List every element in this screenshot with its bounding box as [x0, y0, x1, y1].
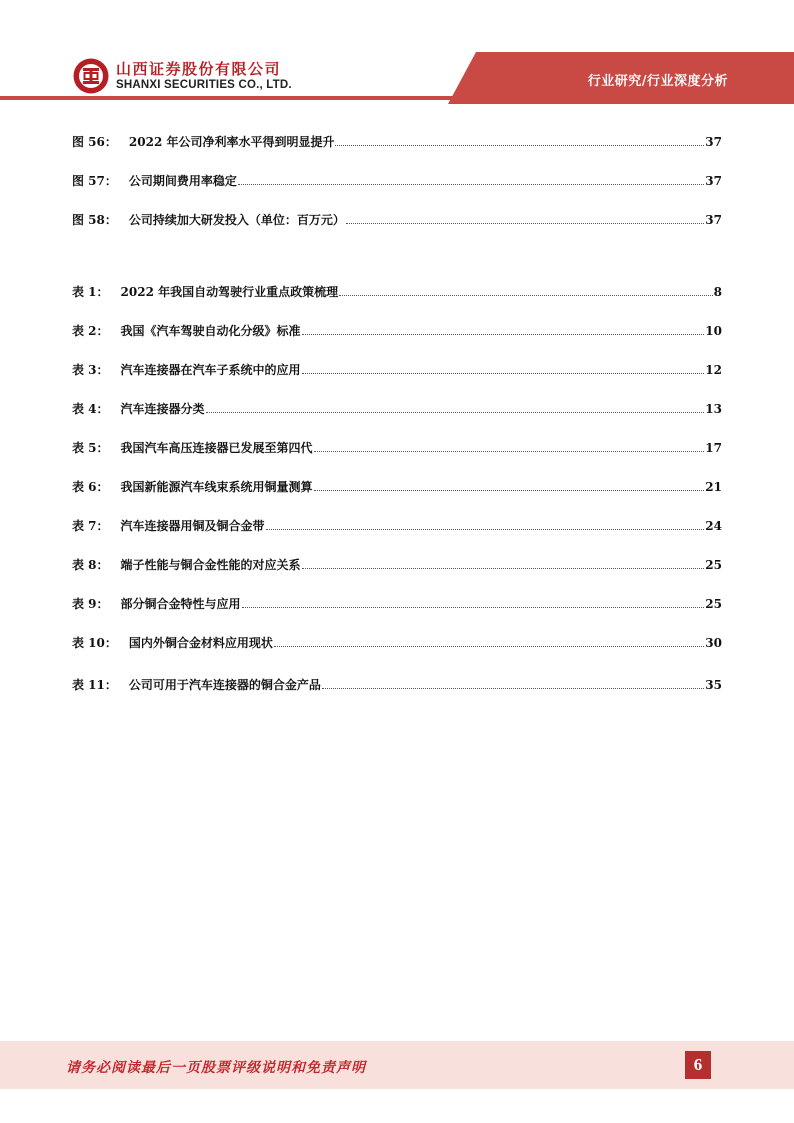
toc-entry-label: 表 10： [72, 636, 117, 650]
toc-leader-dots [238, 184, 704, 185]
toc-leader-dots [339, 295, 713, 296]
toc-leader-dots [266, 529, 705, 530]
toc-entry-table[interactable] [72, 280, 722, 300]
toc-entry-title: 2022 年公司净利率水平得到明显提升 [128, 135, 335, 149]
toc-leader-dots [302, 334, 705, 335]
toc-entry-label: 表 2： [72, 324, 109, 338]
toc-entry-title: 我国新能源汽车线束系统用铜量测算 [120, 480, 313, 494]
toc-entry-table[interactable] [72, 514, 722, 534]
toc-entry-title: 公司持续加大研发投入（单位：百万元） [128, 213, 345, 227]
toc-entry-title: 我国汽车高压连接器已发展至第四代 [120, 441, 313, 455]
toc-entry-page: 37 [705, 135, 722, 149]
toc-entry-label: 图 58： [72, 213, 117, 227]
toc-entry-page: 30 [705, 636, 722, 650]
toc-entry-label: 表 1： [72, 285, 109, 299]
section-label: 行业研究/行业深度分析 [587, 74, 728, 89]
toc-entry-title: 部分铜合金特性与应用 [120, 597, 241, 611]
toc-entry-table[interactable] [72, 397, 722, 417]
toc-entry-title: 汽车连接器分类 [120, 402, 205, 416]
toc-entry-table[interactable] [72, 631, 722, 651]
company-name-cn: 山西证券股份有限公司 [116, 60, 282, 78]
toc-leader-dots [274, 646, 704, 647]
toc-entry-table[interactable] [72, 553, 722, 573]
toc-entry-page: 25 [705, 558, 722, 572]
toc-entry-figure[interactable] [72, 130, 722, 150]
toc-entry-label: 表 5： [72, 441, 109, 455]
toc-entry-table[interactable] [72, 673, 722, 693]
toc-entry-table[interactable] [72, 475, 722, 495]
toc-entry-page: 13 [705, 402, 722, 416]
toc-entry-label: 表 3： [72, 363, 109, 377]
toc-entry-table[interactable] [72, 358, 722, 378]
toc-entry-title: 2022 年我国自动驾驶行业重点政策梳理 [120, 285, 339, 299]
toc-entry-label: 表 4： [72, 402, 109, 416]
toc-entry-figure[interactable] [72, 208, 722, 228]
toc-leader-dots [335, 145, 704, 146]
page-number: 6 [685, 1051, 711, 1079]
toc-entry-table[interactable] [72, 592, 722, 612]
toc-entry-title: 我国《汽车驾驶自动化分级》标准 [120, 324, 301, 338]
toc-entry-page: 17 [705, 441, 722, 455]
toc-entry-page: 8 [713, 285, 722, 299]
toc-leader-dots [302, 373, 705, 374]
toc-entry-title: 汽车连接器用铜及铜合金带 [120, 519, 265, 533]
toc-entry-page: 35 [705, 678, 722, 692]
toc-entry-title: 端子性能与铜合金性能的对应关系 [120, 558, 301, 572]
toc-entry-label: 表 11： [72, 678, 117, 692]
toc-entry-label: 图 56： [72, 135, 117, 149]
toc-entry-page: 37 [705, 174, 722, 188]
toc-entry-label: 表 8： [72, 558, 109, 572]
toc-entry-title: 国内外铜合金材料应用现状 [128, 636, 273, 650]
toc-entry-figure[interactable] [72, 169, 722, 189]
toc-leader-dots [322, 688, 704, 689]
toc-entry-table[interactable] [72, 319, 722, 339]
toc-entry-label: 图 57： [72, 174, 117, 188]
footer-disclaimer: 请务必阅读最后一页股票评级说明和免责声明 [66, 1060, 366, 1076]
toc-entry-page: 37 [705, 213, 722, 227]
toc-leader-dots [346, 223, 704, 224]
toc-entry-label: 表 6： [72, 480, 109, 494]
toc-entry-page: 25 [705, 597, 722, 611]
toc-entry-title: 公司期间费用率稳定 [128, 174, 237, 188]
toc-entry-label: 表 9： [72, 597, 109, 611]
toc-leader-dots [242, 607, 705, 608]
toc-leader-dots [302, 568, 705, 569]
toc-entry-title: 公司可用于汽车连接器的铜合金产品 [128, 678, 321, 692]
page-header [0, 0, 794, 110]
company-name-en: SHANXI SECURITIES CO., LTD. [116, 79, 292, 91]
toc-entry-title: 汽车连接器在汽车子系统中的应用 [120, 363, 301, 377]
toc-entry-page: 10 [705, 324, 722, 338]
toc-entry-page: 12 [705, 363, 722, 377]
toc-entry-page: 24 [705, 519, 722, 533]
shanxi-securities-logo-icon [72, 57, 110, 95]
toc-leader-dots [314, 490, 705, 491]
toc-entry-label: 表 7： [72, 519, 109, 533]
toc-leader-dots [206, 412, 705, 413]
toc-entry-page: 21 [705, 480, 722, 494]
toc-entry-table[interactable] [72, 436, 722, 456]
toc-leader-dots [314, 451, 705, 452]
